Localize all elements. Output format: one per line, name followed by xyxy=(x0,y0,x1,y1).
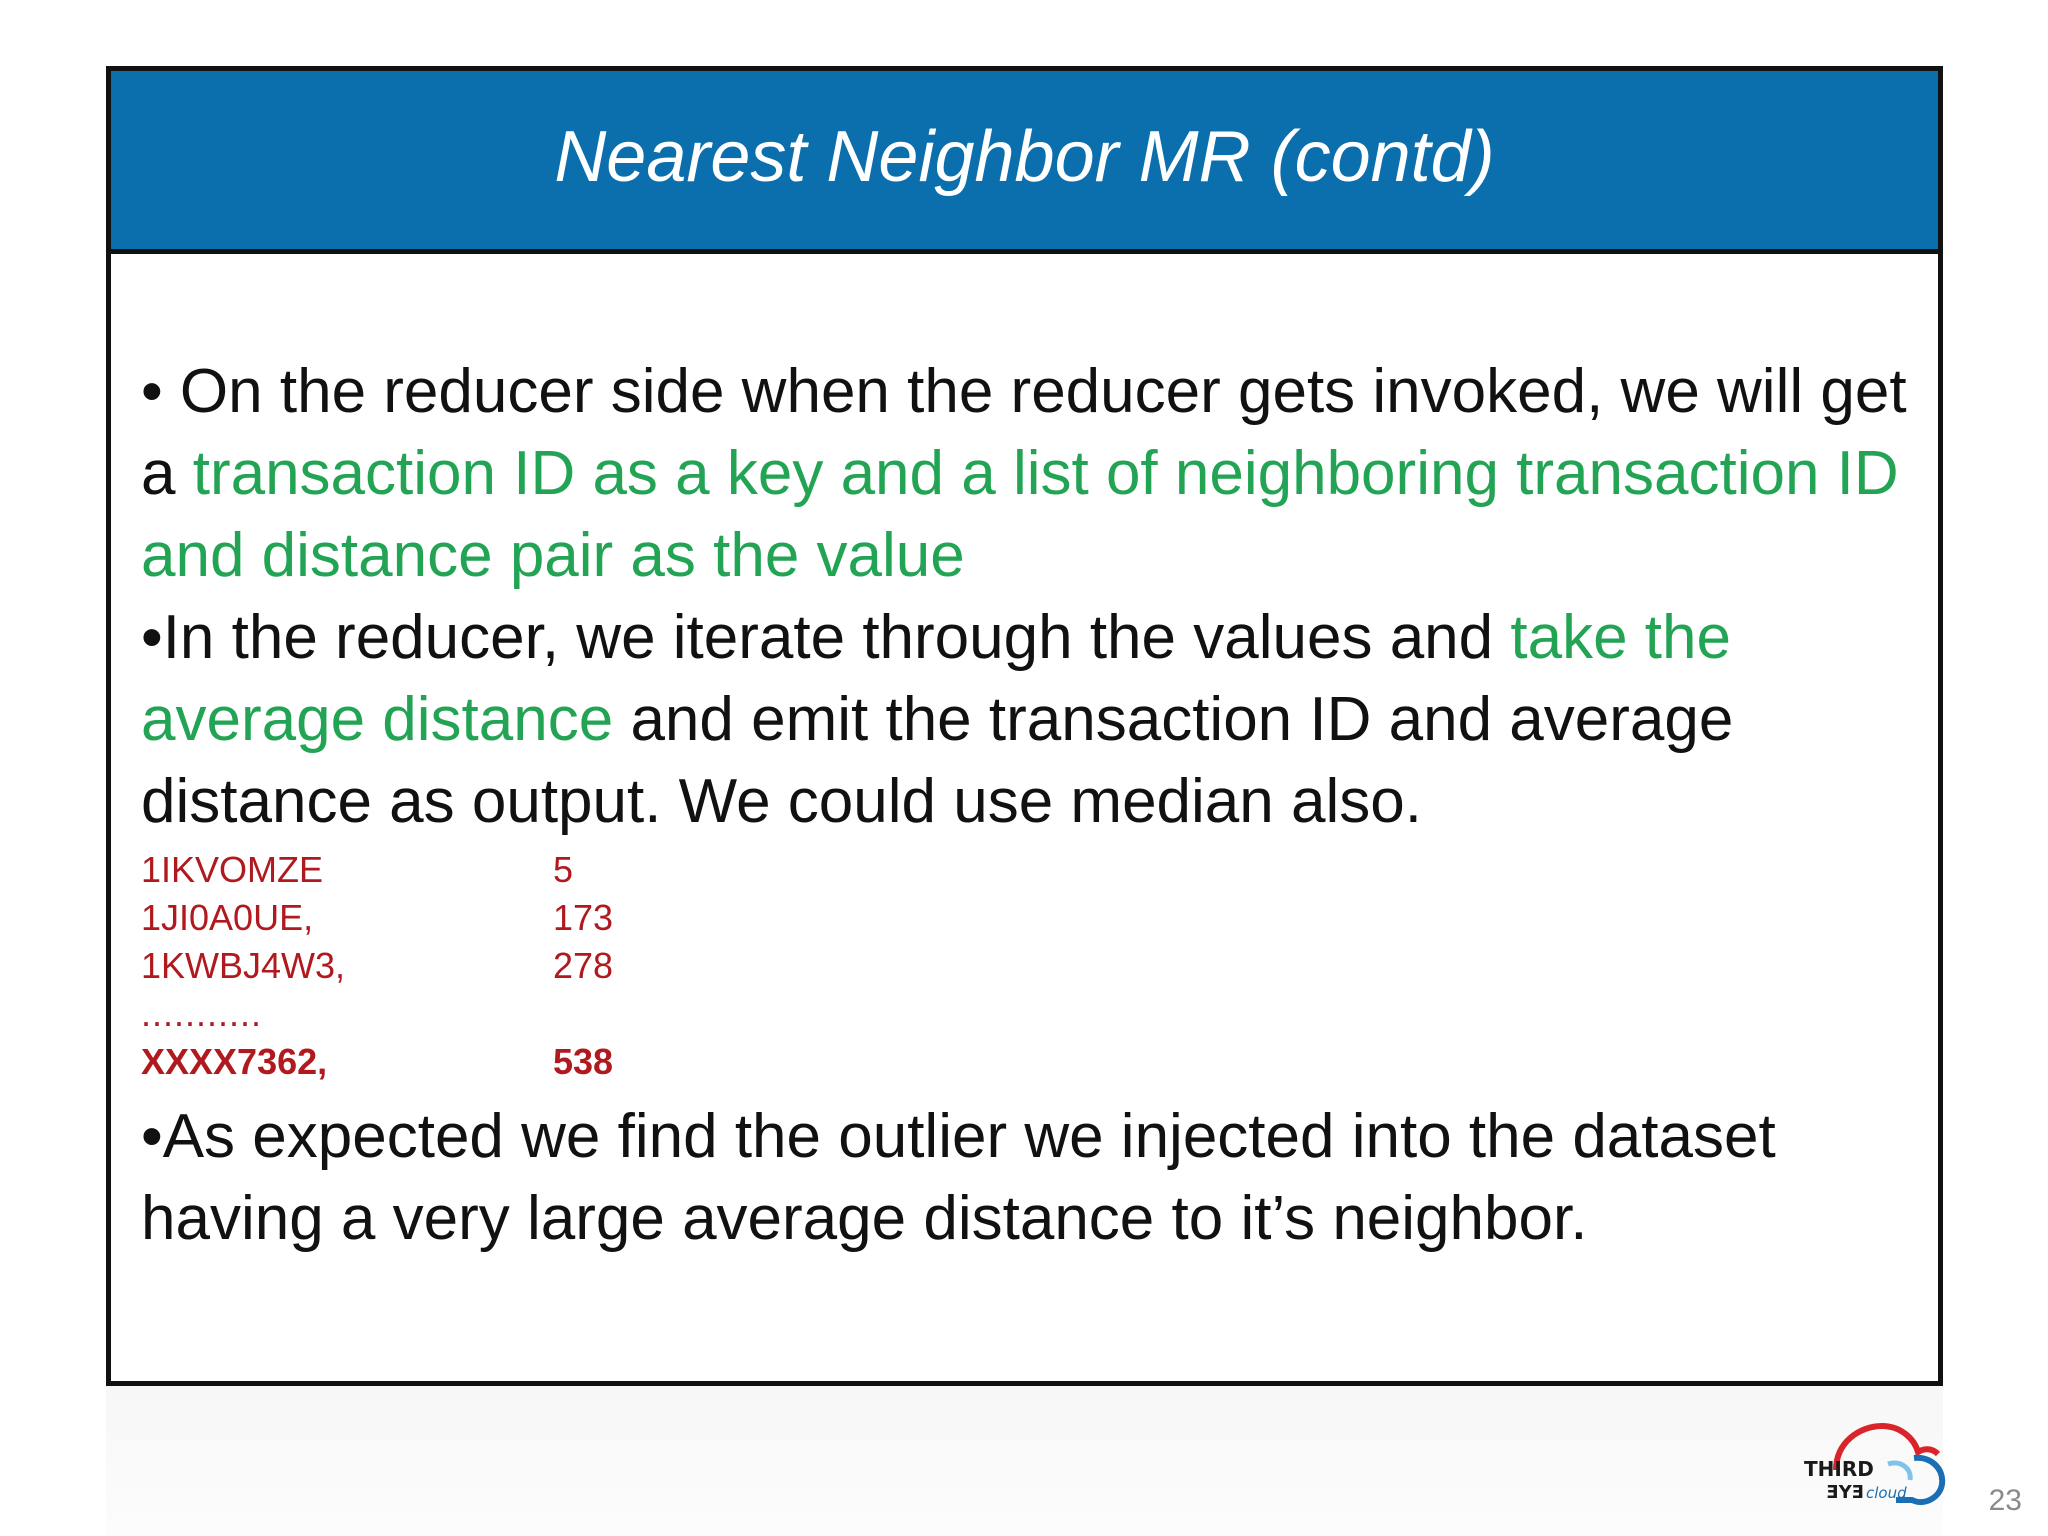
ellipsis-text: ........... xyxy=(141,993,263,1034)
table-row xyxy=(141,942,1931,990)
bullet-2-text-end: and emit the transaction ID and average distance as output. We could use median also. xyxy=(141,685,1734,836)
bullet-2-text-start: •In the reducer, we iterate through the values and xyxy=(141,603,1511,672)
bullet-1-highlight: transaction ID as a key and a list of neighboring transaction ID and distance pair as the value xyxy=(141,439,1899,590)
third-eye-cloud-logo xyxy=(1796,1418,1948,1514)
logo-text-eye: EYE xyxy=(1826,1482,1864,1503)
bullet-outlier-found: •As expected we find the outlier we injected into the dataset having a very large average distance to it’s neighbor. xyxy=(141,1102,1776,1253)
row-value: 278 xyxy=(553,945,614,986)
table-row-outlier xyxy=(141,1038,1931,1086)
title-bar xyxy=(111,71,1938,254)
outlier-value: 538 xyxy=(553,1041,614,1082)
logo-text-cloud: cloud xyxy=(1866,1484,1907,1502)
row-value: 5 xyxy=(553,849,574,890)
slide-title: Nearest Neighbor MR (contd) xyxy=(554,117,1495,197)
bullet-1-text: • On the reducer side when the reducer gets invoked, we will get a xyxy=(141,357,1907,508)
slide-frame xyxy=(106,66,1943,1386)
output-table xyxy=(141,846,1931,1086)
row-id: 1JI0A0UE, xyxy=(141,897,314,938)
bullet-2-highlight: take the average distance xyxy=(141,603,1731,754)
table-row xyxy=(141,846,1931,894)
logo-text-third: THIRD xyxy=(1804,1457,1874,1481)
bullet-reducer-average xyxy=(141,597,1931,843)
table-row xyxy=(141,894,1931,942)
row-id: 1IKVOMZE xyxy=(141,849,324,890)
row-id: 1KWBJ4W3, xyxy=(141,945,346,986)
bullet-reducer-input xyxy=(141,351,1931,597)
outlier-id: XXXX7362, xyxy=(141,1041,328,1082)
page-number: 23 xyxy=(1988,1484,2022,1517)
table-ellipsis xyxy=(141,990,1931,1038)
slide-footer-area xyxy=(106,1386,1943,1536)
row-value: 173 xyxy=(553,897,614,938)
slide-content xyxy=(141,351,1931,1260)
